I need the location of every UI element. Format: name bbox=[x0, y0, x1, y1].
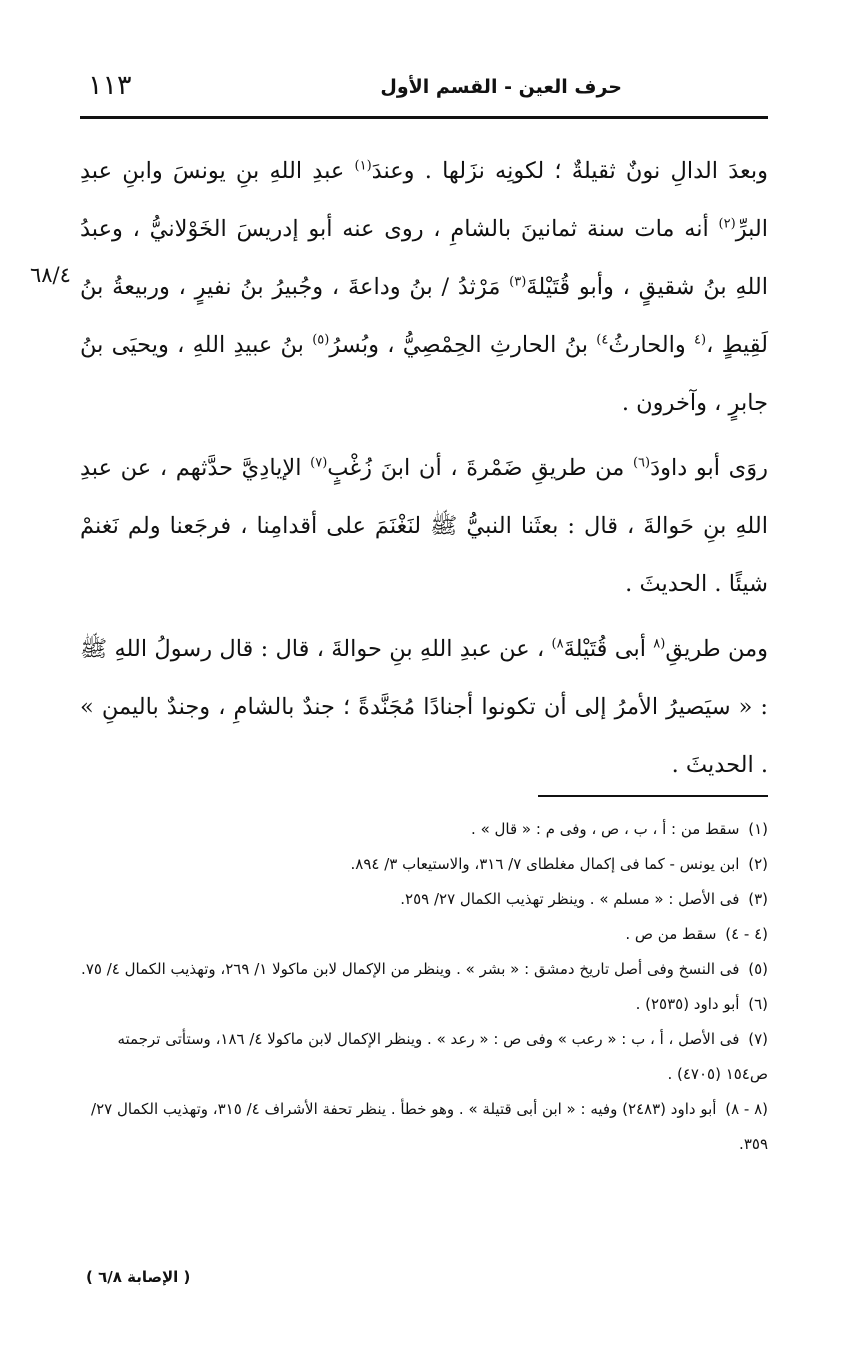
footnote-mark: (١) bbox=[748, 820, 768, 838]
footnote-separator bbox=[538, 795, 768, 797]
footnotes bbox=[80, 812, 768, 1162]
footnote-text: ابن يونس - كما فى إكمال مغلطاى ٧/ ٣١٦، والاستيعاب ٣/ ٨٩٤. bbox=[350, 855, 740, 873]
footnote-ref[interactable]: (١) bbox=[354, 158, 372, 174]
margin-reference: ٦٨/٤ bbox=[30, 263, 71, 287]
footnote-ref[interactable]: (٦) bbox=[632, 455, 651, 471]
text-run: أنه مات سنة ثمانينَ بالشامِ ، روى عنه أبو إدريسَ الخَوْلانيُّ ، وعبدُ اللهِ بنُ شقيقٍ ، وأبو قُتَيْلةَ bbox=[80, 216, 768, 300]
footnote-ref[interactable]: (٣) bbox=[509, 274, 527, 290]
text-run: عبدِ اللهِ بنِ يونسَ وابنِ عبدِ البرِّ bbox=[80, 158, 768, 242]
footnote-ref[interactable]: ٨) bbox=[551, 636, 564, 652]
footnote-ref[interactable]: ٤) bbox=[596, 332, 609, 348]
text-run: بنُ الحارثِ الحِمْصِيُّ ، وبُسرُ bbox=[329, 332, 597, 358]
page-number: ١١٣ bbox=[88, 70, 132, 101]
footnote-text: أبو داود (٢٤٨٣) وفيه : « ابن أبى قتيلة » . وهو خطأ . ينظر تحفة الأشراف ٤/ ٣١٥، وتهذيب الكمال ٢٧/ ٣٥٩. bbox=[91, 1100, 768, 1153]
footnote-text: أبو داود (٢٥٣٥) . bbox=[635, 995, 740, 1013]
footnote-mark: (٣) bbox=[748, 890, 768, 908]
footnote-4 bbox=[80, 917, 768, 952]
text-run: والحارثُ bbox=[608, 332, 695, 358]
text-run: الإيادِيَّ حدَّثهم ، عن عبدِ اللهِ بنِ حَوالةَ ، قال : بعثَنا النبيُّ ﷺ لنَغْنَمَ على أقدامِنا ، فرجَعنا ولم نَغنمْ شيئًا . الحديثَ . bbox=[80, 455, 768, 597]
text-run: روَى أبو داودَ bbox=[650, 455, 768, 481]
footnote-6 bbox=[80, 987, 768, 1022]
paragraph-1 bbox=[80, 142, 768, 432]
text-run: ومن طريقِ bbox=[665, 636, 769, 662]
footnote-ref[interactable]: (٢) bbox=[718, 216, 736, 232]
footnote-mark: (٨ - ٨) bbox=[725, 1100, 768, 1118]
footnote-5 bbox=[80, 952, 768, 987]
text-run: مَرْثدُ / بنُ وداعةَ ، وجُبيرُ بنُ نفيرٍ ، وربيعةُ بنُ لَقِيطٍ ، bbox=[80, 274, 768, 358]
text-run: أبى قُتَيْلةَ bbox=[563, 636, 654, 662]
footnote-3 bbox=[80, 882, 768, 917]
footnote-7 bbox=[80, 1022, 768, 1092]
footnote-1 bbox=[80, 812, 768, 847]
footnote-text: سقط من ص . bbox=[625, 925, 717, 943]
paragraph-3 bbox=[80, 620, 768, 794]
footnote-ref[interactable]: (٨ bbox=[653, 636, 666, 652]
running-title: حرف العين - القسم الأول bbox=[380, 76, 622, 98]
footnote-text: فى النسخ وفى أصل تاريخ دمشق : « بشر » . وينظر من الإكمال لابن ماكولا ١/ ٢٦٩، وتهذيب الكمال ٤/ ٧٥. bbox=[81, 960, 740, 978]
footnote-mark: (٢) bbox=[748, 855, 768, 873]
footnote-text: فى الأصل ، أ ، ب : « رعب » وفى ص : « رعد » . وينظر الإكمال لابن ماكولا ٤/ ١٨٦، وستأتى ترجمته ص١٥٤ (٤٧٠٥) . bbox=[117, 1030, 768, 1083]
footnote-ref[interactable]: (٤ bbox=[694, 332, 707, 348]
signature-reference: ( الإصابة ٦/٨ ) bbox=[86, 1268, 191, 1286]
text-run: بنُ عبيدِ اللهِ ، ويحيَى بنُ جابرٍ ، وآخرون . bbox=[80, 332, 768, 416]
footnote-text: سقط من : أ ، ب ، ص ، وفى م : « قال » . bbox=[471, 820, 740, 838]
footnote-2 bbox=[80, 847, 768, 882]
footnote-mark: (٧) bbox=[748, 1030, 768, 1048]
main-text bbox=[80, 142, 768, 794]
footnote-text: فى الأصل : « مسلم » . وينظر تهذيب الكمال ٢٧/ ٢٥٩. bbox=[400, 890, 740, 908]
footnote-ref[interactable]: (٥) bbox=[312, 332, 330, 348]
footnote-mark: (٥) bbox=[748, 960, 768, 978]
text-run: ، عن عبدِ اللهِ بنِ حوالةَ ، قال : قال رسولُ اللهِ ﷺ : « سيَصيرُ الأمرُ إلى أن تكونوا أجنادًا مُجَنَّدةً ؛ جندٌ بالشامِ ، وجندٌ باليمنِ » . الحديثَ . bbox=[80, 636, 768, 778]
footnote-8 bbox=[80, 1092, 768, 1162]
footnote-mark: (٦) bbox=[748, 995, 768, 1013]
footnote-ref[interactable]: (٧) bbox=[310, 455, 328, 471]
paragraph-2 bbox=[80, 439, 768, 613]
footnote-mark: (٤ - ٤) bbox=[725, 925, 768, 943]
text-run: من طريقِ ضَمْرةَ ، أن ابنَ زُغْبٍ bbox=[327, 455, 633, 481]
header-rule bbox=[80, 116, 768, 119]
text-run: وبعدَ الدالِ نونٌ ثقيلةٌ ؛ لكونِه نزَلها . وعندَ bbox=[371, 158, 768, 184]
